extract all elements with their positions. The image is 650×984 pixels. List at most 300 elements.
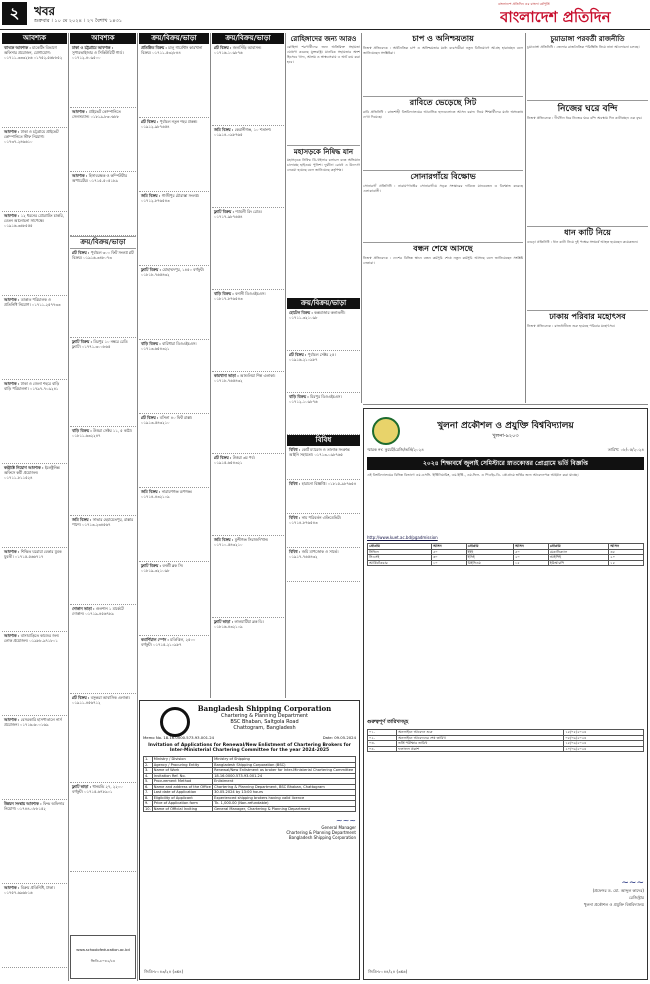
classified-ad-body: মিরপুর ১০ নম্বরে রেডি ফ্ল্যাট। ০১৭৭১-৩০০৮৬৫ bbox=[72, 339, 128, 349]
news-rabit bbox=[363, 96, 523, 168]
classified-ad-body: মুন্সীগঞ্জ সিরাজদিখান। ০১৭১০-৫৪৩২১০ bbox=[214, 537, 269, 547]
table-row bbox=[144, 806, 356, 812]
classified-ad-body: ঢাকা ও জেলা শহরে বাড়ি বাড়ি পরিচালনা। ০১৭৯৭-৭০৯২৪১ bbox=[4, 381, 60, 391]
classified-col3 bbox=[139, 33, 209, 698]
classified-ad-body: বেসরকারি হাসপাতালে নার্স প্রয়োজন। ০১৭১৬-৬০০১৬৯ bbox=[4, 717, 62, 727]
classified-ad bbox=[2, 380, 67, 464]
table-header-cell: আসন bbox=[609, 544, 644, 550]
classified-ad-body: উত্তরা ৩য় পর্ব। ০১৯১৫-৬৫৪৩২১ bbox=[214, 455, 255, 465]
right-headline-2: নিজের ঘরে বন্দি bbox=[527, 100, 648, 116]
table-cell: Invitation Ref. No. bbox=[152, 773, 212, 779]
bondho-body: নিজস্ব প্রতিবেদক : দেশের বিভিন্ন স্থানে বন্ধন কর্মসূচি শেষে নতুন কর্মসূচি আসছে বলে জানিয়েছেন সংশ্লিষ্ট নেতারা। bbox=[363, 256, 523, 265]
classified-ad-body: ফিল্ড অফিসার নিয়োগ। ০১৭৪৪-০৮৮১৫২ bbox=[4, 801, 65, 811]
classified-ad-title: আবশ্যক : bbox=[72, 173, 89, 178]
col2-ad-list-top bbox=[70, 44, 136, 236]
classified-ad bbox=[212, 454, 284, 536]
classified-ad-body: সাভার হেমায়েতপুর, রাস্তার পাশে। ০১৭১৩-২৩৪৫৬৭ bbox=[72, 517, 134, 527]
right-headline-4: ঢাকায় পরিবার মহোৎসব bbox=[527, 310, 648, 324]
right-body-4: নিজস্ব প্রতিবেদক : রাজধানীতে শুরু হয়েছে পরিবার মহোৎসব। bbox=[527, 324, 615, 328]
classified-ad bbox=[212, 208, 284, 290]
bsc-address-2: Chattogram, Bangladesh bbox=[233, 725, 296, 731]
classified-ad bbox=[287, 548, 360, 582]
classified-ad bbox=[212, 372, 284, 454]
table-row bbox=[368, 746, 644, 752]
table-cell: ২০/০৬/২০২৪ bbox=[564, 746, 644, 752]
table-cell: Renewal/New Enlistment as broker for Inter-Ministerial Chartering Committee bbox=[213, 768, 356, 774]
classified-ad bbox=[70, 783, 136, 872]
col3-header: ক্রয়/বিক্রয়/ভাড়া bbox=[139, 33, 209, 44]
table-cell: Eligibility of Applicant bbox=[152, 795, 212, 801]
section-name: খবর bbox=[34, 4, 56, 18]
classified-ad-body: মাকেটিং বিভাগে অফিসার প্রয়োজন, যোগাযোগ: ০১৭১১-৩৩৩২৮৬ ০১৭৫২-৫৬৮৮৫২ bbox=[4, 45, 63, 60]
classified-ad-title: বাড়ি বিক্রয় : bbox=[72, 428, 94, 433]
classified-ad-body: হারানো বিজ্ঞপ্তি। ০১৮১৫-৯৮৭৬৫৪ bbox=[301, 481, 357, 486]
table-cell: ৫০ bbox=[431, 549, 466, 555]
classified-ad bbox=[139, 414, 209, 488]
table-header-cell: প্রোগ্রাম bbox=[466, 544, 513, 550]
bondho-headline: বন্ধন শেষে আসছে bbox=[413, 243, 473, 253]
classified-ad bbox=[70, 605, 136, 694]
classified-ad bbox=[212, 536, 284, 618]
kuet-dates-table bbox=[367, 729, 644, 752]
classified-ad-body: লালমাটিয়া ব্লক ডি। ০১৮১৬-৪৩২১০৯ bbox=[214, 619, 264, 629]
divider bbox=[525, 33, 526, 403]
classified-ad-body: জলসিঁড়ি আবাসন। ০১৭১৬-১০৯৮৭৬ bbox=[214, 45, 262, 55]
classified-ad bbox=[2, 632, 67, 716]
classified-ad-title: প্লট বিক্রয় : bbox=[72, 695, 91, 700]
kuet-city: খুলনা-৯২০৩ bbox=[492, 433, 519, 439]
classified-ad bbox=[139, 44, 209, 118]
classified-ad-body: গুলশান ১ মার্কেটে দোকান। ০১৭১৯-৪৫৬৭৮৯ bbox=[72, 606, 124, 616]
classified-ad bbox=[70, 694, 136, 783]
table-cell: 4. bbox=[144, 773, 153, 779]
classified-ad-title: আবশ্যক : bbox=[4, 549, 21, 554]
table-cell: ০৪. bbox=[368, 746, 397, 752]
divider bbox=[285, 33, 286, 698]
table-row bbox=[144, 768, 356, 774]
table-cell: ফলাফল প্রকাশ bbox=[397, 746, 564, 752]
classified-ad bbox=[212, 126, 284, 208]
logo-tagline: বাংলাদেশ প্রতিদিন এর বাংলা বর্ষপূর্তি bbox=[498, 2, 550, 6]
table-cell: 7. bbox=[144, 790, 153, 796]
classified-ad bbox=[139, 340, 209, 414]
classified-ad bbox=[212, 618, 284, 698]
classified-ad-body: ডাকাত পরিচালক ও প্রতিনিধি নিয়োগ। ০১৭১১-২৫৭৭৩৩ bbox=[4, 297, 61, 307]
table-cell: ইইই bbox=[466, 549, 513, 555]
news-bondho bbox=[363, 242, 523, 402]
classified-ad bbox=[139, 562, 209, 636]
classified-ad-title: ব্যাংকে আবশ্যক : bbox=[4, 45, 33, 50]
table-cell: ০২. bbox=[368, 735, 397, 741]
classified-ad-body: ১২ ধরনের প্রোগ্রামিং চাকরি, বেতন আলোচনা সাপেক্ষে। ০১৯১৬-৩৬৮৫৫৫ bbox=[4, 213, 64, 228]
classified-ad bbox=[139, 488, 209, 562]
classified-ad bbox=[139, 192, 209, 266]
kuet-title: ২০২৪ শিক্ষাবর্ষে জুলাই সেমিস্টারে স্নাতকোত্তর প্রোগ্রামে ভর্তি বিজ্ঞপ্তি bbox=[367, 457, 644, 470]
bsc-signoff-1: General Manager bbox=[321, 825, 356, 830]
classified-ad-body: ইলেক্ট্রনিক্স অফিসে কর্মী প্রয়োজন। ০১৭১১-৮১১৫২৪ bbox=[4, 465, 60, 480]
classified-ad bbox=[70, 427, 136, 516]
bsc-signoff-2: Chartering & Planning Department bbox=[286, 830, 356, 835]
classified-ad-title: প্লট বিক্রয় : bbox=[141, 119, 160, 124]
news-chap bbox=[363, 33, 523, 95]
table-cell: Last date of Application bbox=[152, 790, 212, 796]
table-header-cell: আসন bbox=[431, 544, 466, 550]
table-cell: 6. bbox=[144, 784, 153, 790]
table-cell: Name of Work bbox=[152, 768, 212, 774]
classified-ad-title: ফ্ল্যাট ভাড়া : bbox=[72, 784, 93, 789]
bsc-logo bbox=[160, 707, 190, 737]
table-cell: Experienced shipping brokers having valid licence bbox=[213, 795, 356, 801]
table-cell: 3. bbox=[144, 768, 153, 774]
bsc-notice bbox=[139, 700, 360, 980]
classified-ad-body: বিক্রয় প্রতিনিধি, ঢাকা। ০১৭৫৭-৬৯৬৮১৬ bbox=[4, 885, 55, 895]
classified-ad-body: হিসাবরক্ষক ও কম্পিউটার অপারেটর। ০১৭১৫-৫০৫১৮৯ bbox=[72, 173, 127, 183]
classified-ad-title: প্লট বিক্রয় : bbox=[214, 45, 233, 50]
divider bbox=[68, 33, 69, 981]
table-cell: সিভিল bbox=[368, 549, 432, 555]
col5-ad-list-bottom bbox=[287, 446, 360, 582]
table-cell: General Manager, Chartering & Planning Department bbox=[213, 806, 356, 812]
classified-ad bbox=[70, 172, 136, 236]
classified-ad bbox=[70, 44, 136, 108]
classified-ad bbox=[70, 516, 136, 605]
table-cell: ২০ bbox=[514, 555, 549, 561]
table-cell: ১৫/০৫/২০২৪ bbox=[564, 730, 644, 736]
table-cell: আইপিই bbox=[548, 555, 609, 561]
table-cell: 30.05.2024 by 13:00 hours bbox=[213, 790, 356, 796]
table-row bbox=[144, 784, 356, 790]
classified-ad-title: প্লট বিক্রয় : bbox=[289, 352, 308, 357]
table-cell: বিইসিএম bbox=[466, 560, 513, 566]
bsc-address-1: BSC Bhaban, Saltgola Road bbox=[230, 719, 299, 725]
table-cell: Ministry / Division bbox=[152, 757, 212, 763]
right-headline-1: চুয়াডাঙ্গা পরবর্তী রাজনীতি bbox=[550, 34, 625, 43]
classified-ad-title: আবশ্যক : bbox=[72, 109, 89, 114]
kuet-signoff-2: রেজিস্ট্রার bbox=[629, 895, 644, 900]
classified-ad-title: বাড়ি বিক্রয় : bbox=[214, 291, 236, 296]
classified-ad-title: আবশ্যক : bbox=[4, 129, 21, 134]
table-header-cell: প্রোগ্রাম bbox=[548, 544, 609, 550]
classified-ad-title: ফ্ল্যাট বিক্রয় : bbox=[72, 339, 94, 344]
classified-ad-title: ফ্ল্যাট ভাড়া : bbox=[214, 619, 235, 624]
section-rule bbox=[363, 404, 648, 405]
classified-ad-body: ঢাকা ও চট্টগ্রামে প্রাইভেট কোম্পানিতে স্টাফ নিয়োগ। ০১৭৩৭-২৪৬৬১০ bbox=[4, 129, 59, 144]
classified-ad-body: কক্সবাজার কলাতলী। ০১৭১১-৩২১০৯৮ bbox=[289, 310, 346, 320]
kuet-dates-label: গুরুত্বপূর্ণ তারিখসমূহ bbox=[367, 719, 409, 725]
kuet-signoff-3: খুলনা প্রকৌশল ও প্রযুক্তি বিশ্ববিদ্যালয় bbox=[583, 902, 644, 907]
bsc-signoff-3: Bangladesh Shipping Corporation bbox=[288, 835, 356, 840]
classified-ad-body: শিক্ষিত ঘরোয়া বেকার যুবক যুবতী। ০১৭১৫-৫৬৬৭১৭ bbox=[4, 549, 62, 559]
classified-ad-title: আবশ্যক : bbox=[4, 213, 21, 218]
classified-ad bbox=[139, 118, 209, 192]
classified-ad-body: সুপারভাইজার ও সিকিউরিটি গার্ড। ০১৭১২-৪০৯৫০০ bbox=[72, 50, 124, 60]
classified-ad-body: ধানমন্ডি ২৭, ২২০০ বর্গফুট। ০১৭১৫-৬৭৮৯০১ bbox=[72, 784, 123, 794]
table-cell: ০৩. bbox=[368, 741, 397, 747]
kuet-memo: স্মারক নং: কুয়েট/রেজি/ভর্তি/২০২৪ bbox=[367, 447, 424, 452]
bsc-footer: জিডি-৮০৪৩/২৪ (৩x৪) bbox=[144, 969, 184, 974]
bsc-dept: Chartering & Planning Department bbox=[220, 713, 309, 719]
col4-header: ক্রয়/বিক্রয়/ভাড়া bbox=[212, 33, 284, 44]
classified-ad-body: বারিধারা ডিওএইচএস। ০১৭১৩-৬৫৪৩২১ bbox=[141, 341, 197, 351]
col1-header: আবশ্যক bbox=[2, 33, 67, 44]
divider bbox=[210, 33, 211, 698]
mahasarak-body: মহাসড়কে নিষিদ্ধ থ্রি-হুইলার চলাচল বন্ধে অভিযান চালাচ্ছে হাইওয়ে পুলিশ। দুর্ঘটনা রোধে এ উদ্যোগ নেওয়া হয়েছে বলে জানিয়েছে কর্তৃপক্ষ। bbox=[287, 158, 360, 172]
divider bbox=[137, 33, 138, 981]
table-header-cell: প্রোগ্রাম bbox=[368, 544, 432, 550]
table-cell: Ministry of Shipping bbox=[213, 757, 356, 763]
classified-ad bbox=[2, 800, 67, 884]
table-cell: Procurement Method bbox=[152, 779, 212, 785]
classified-ad-title: আবশ্যক : bbox=[4, 633, 21, 638]
table-cell: Price of Application form bbox=[152, 801, 212, 807]
classified-ad-body: কেরানীগঞ্জ, ১০ শতাংশ। ০১৯১৪-০৯৮৭৬৫ bbox=[214, 127, 272, 137]
table-cell: মেকানিক্যাল bbox=[548, 549, 609, 555]
classified-ad-title: উন্নয়ন সংস্থায় আবশ্যক : bbox=[4, 801, 43, 806]
table-cell: Agency / Procuring Entity bbox=[152, 762, 212, 768]
classified-ad-body: পূর্বাচল সেক্টর ২৫। ০১৯১৬-২১০৯৮৭ bbox=[289, 352, 336, 362]
table-cell: ০১. bbox=[368, 730, 397, 736]
classified-ad bbox=[287, 393, 360, 435]
table-cell: Name and address of the Office bbox=[153, 784, 211, 789]
chap-headline: চাপ ও অনিশ্চয়তায় bbox=[412, 33, 474, 43]
table-cell: Chartering & Planning Department, BSC Bhaban, Chattogram bbox=[213, 784, 356, 790]
kuet-intro: এই বিশ্ববিদ্যালয়ের বিভিন্ন বিভাগে এম.এসসি. ইঞ্জিনিয়ারিং, এম.ইঞ্জি., এম.ফিল. ও পিএইচ.ডি. প্রোগ্রামে ভর্তির জন্য আবেদনপত্র আহ্বান করা যাচ্ছে। bbox=[367, 473, 579, 477]
bsc-table bbox=[143, 756, 356, 812]
right-body-1: চুয়াডাঙ্গা প্রতিনিধি : জেলার রাজনৈতিক পরিস্থিতি নিয়ে নানা আলোচনা চলছে। bbox=[527, 45, 640, 49]
classified-ad-body: মোহাম্মদপুর, ১৪৫০ বর্গফুট। ০১৮১৮-৭৬৫৪৩২ bbox=[141, 267, 204, 277]
classified-ad-title: আবশ্যক : bbox=[4, 885, 21, 890]
table-cell: 18.16.0000.573.93.001.24 bbox=[213, 773, 356, 779]
rabit-headline: রাবিতে ভেড়েছে সিট bbox=[409, 97, 477, 107]
classified-ad-body: বসিলা ৪০ ফিট রাস্তা। ০১৯১৩-৫৪৩২১০ bbox=[141, 415, 193, 425]
news-sonali bbox=[363, 170, 523, 240]
classified-ad-body: শ্যামলী রিং রোড। ০১৭১৭-৯৮৭৬৫৪ bbox=[214, 209, 262, 219]
classified-ad-title: ফ্ল্যাট বিক্রয় : bbox=[141, 267, 163, 272]
bsc-org: Bangladesh Shipping Corporation bbox=[197, 704, 332, 713]
classified-ad bbox=[287, 446, 360, 480]
table-cell: Tk. 1,000.00 (Non-refundable) bbox=[213, 801, 356, 807]
classified-ad-title: বিবিধ : bbox=[289, 447, 302, 452]
table-cell: ২০ bbox=[609, 555, 644, 561]
rohingya-headline: রোহিঙ্গাদের জন্য আরও bbox=[290, 34, 357, 43]
classified-ad bbox=[2, 44, 67, 128]
classified-ad-title: কমার্শিয়াল স্পেস : bbox=[141, 637, 171, 642]
col2-ad-list-bottom bbox=[70, 249, 136, 872]
table-cell: 5. bbox=[144, 779, 153, 785]
classified-ad-body: বনানী ডিওএইচএস। ০১৮১৭-৮৭৬৫৪৩ bbox=[214, 291, 266, 301]
classified-ad-body: বাসাবাড়িতে কাজের জন্য লোক প্রয়োজন। ০১৯৮৮-৯৭১৮০১ bbox=[4, 633, 59, 643]
news-right bbox=[527, 33, 648, 403]
classified-ad-body: জমি মাপজোক ও সার্ভে। ০১৯১৭-৭৬৫৪৩২ bbox=[289, 549, 339, 559]
col3-ad-list bbox=[139, 44, 209, 698]
col5-ad-list-top bbox=[287, 309, 360, 435]
kuet-signoff-1: (প্রফেসর ড. মো. আব্দুল কাদের) bbox=[592, 888, 644, 893]
classified-ad-title: প্লট বিক্রয় : bbox=[141, 415, 160, 420]
chap-body: নিজস্ব প্রতিবেদক : অর্থনৈতিক চাপ ও অনিশ্চয়তার মধ্যে ব্যবসায়ীরা নতুন বিনিয়োগে আগ্রহ হারাচ্ছেন বলে জানিয়েছেন সংশ্লিষ্টরা। bbox=[363, 46, 523, 55]
table-cell: ভর্তি পরীক্ষার তারিখ bbox=[397, 741, 564, 747]
table-cell: ১৫ bbox=[514, 560, 549, 566]
classified-ad bbox=[287, 480, 360, 514]
kuet-university-name: খুলনা প্রকৌশল ও প্রযুক্তি বিশ্ববিদ্যালয় bbox=[437, 421, 574, 431]
page-number-box bbox=[2, 2, 27, 25]
classified-ad bbox=[70, 249, 136, 338]
classified-ad-body: উত্তরা সেক্টর ১১, ৫ কাঠা। ০১৮১১-৬৩২২৪৭ bbox=[72, 428, 133, 438]
classified-ad-body: গাজীপুর চৌরাস্তা সংলগ্ন। ০১৭১২-৮৭৬৫৪৩ bbox=[141, 193, 200, 203]
col1-ad-list bbox=[2, 44, 67, 968]
classified-ad-title: আবশ্যক : bbox=[4, 717, 21, 722]
sonali-body: সোনারগাঁ প্রতিনিধি : নারায়ণগঞ্জের সোনারগাঁয়ে সড়ক সংস্কারের দাবিতে মানববন্ধন ও বিক্ষোভ করেছে এলাকাবাসী। bbox=[363, 184, 523, 193]
classified-ad-title: কারখানা ভাড়া : bbox=[214, 373, 241, 378]
classified-ad-title: প্লট বিক্রয় : bbox=[72, 250, 91, 255]
classified-ad bbox=[287, 351, 360, 393]
col5 bbox=[287, 33, 360, 698]
classified-ad bbox=[287, 309, 360, 351]
table-cell: অনলাইনে আবেদন শুরু bbox=[397, 730, 564, 736]
kuet-logo bbox=[372, 417, 400, 445]
table-header-cell: আসন bbox=[514, 544, 549, 550]
col5-sub-header: ক্রয়/বিক্রয়/ভাড়া bbox=[287, 298, 360, 309]
classified-ad-title: বাড়ি বিক্রয় : bbox=[141, 341, 163, 346]
classified-ad bbox=[287, 514, 360, 548]
right-headline-3: ধান কাটি নিয়ে bbox=[527, 226, 648, 240]
school-ad-website: www.schoolofeducation.ac.bd bbox=[76, 948, 130, 952]
classified-ad-title: আবশ্যক : bbox=[4, 381, 21, 386]
classified-col2 bbox=[70, 33, 136, 981]
table-cell: আর্কিটেকচার bbox=[368, 560, 432, 566]
date-line: শুক্রবার । ১০ মে ২০২৪ । ২৭ বৈশাখ ১৪৩১ bbox=[34, 18, 123, 24]
classified-ad bbox=[2, 212, 67, 296]
table-cell: ইউআরপি bbox=[548, 560, 609, 566]
classified-ad-title: জমি বিক্রয় : bbox=[72, 517, 93, 522]
kuet-filler-text-2 bbox=[367, 754, 644, 874]
classified-ad bbox=[212, 44, 284, 126]
classified-ad-title: দোকান ভাড়া : bbox=[72, 606, 96, 611]
classified-ad-body: বনশ্রী ব্লক সি। ০১৮১৯-৩২১০৯৮ bbox=[141, 563, 184, 573]
table-cell: 10. bbox=[145, 806, 151, 811]
kuet-seat-table bbox=[367, 543, 644, 566]
kuet-notice bbox=[363, 408, 648, 980]
classified-ad-title: বাড়ি বিক্রয় : bbox=[289, 394, 311, 399]
col5-sub-header2: বিবিধ bbox=[287, 435, 360, 446]
classified-ad-title: বিবিধ : bbox=[289, 481, 302, 486]
classified-ad bbox=[2, 716, 67, 800]
table-cell: 9. bbox=[144, 801, 153, 807]
classified-ad-title: প্রতিষ্ঠিত বিক্রয় : bbox=[141, 45, 169, 50]
masthead-rule bbox=[0, 29, 650, 30]
kuet-signature: ~~~ bbox=[621, 878, 644, 888]
divider bbox=[361, 33, 362, 403]
logo-text: বাংলাদেশ প্রতিদিন bbox=[500, 8, 611, 26]
table-cell: সিএসই bbox=[368, 555, 432, 561]
classified-ad bbox=[70, 338, 136, 427]
kuet-website[interactable]: http://www.kuet.ac.bd/pgadmission bbox=[367, 535, 438, 540]
classified-ad-body: বসুন্ধরা আবাসিক এলাকা। ০১৯১১-৪৫৬৭১২ bbox=[72, 695, 130, 705]
table-cell: ৩৫ bbox=[609, 549, 644, 555]
table-cell: 1. bbox=[144, 757, 153, 763]
col4-ad-list bbox=[212, 44, 284, 698]
col2-sub-header: ক্রয়/বিক্রয়/ভাড়া bbox=[70, 236, 136, 249]
table-cell: Name of Official Inviting bbox=[152, 806, 212, 812]
right-body-3: বগুড়া প্রতিনিধি : ধান কাটা নিয়ে দুই পক্ষের সংঘর্ষে আহত হয়েছেন কয়েকজন। bbox=[527, 240, 639, 244]
table-cell: অনলাইনে আবেদনের শেষ তারিখ bbox=[397, 735, 564, 741]
classified-ad bbox=[2, 464, 67, 548]
classified-ad bbox=[2, 128, 67, 212]
page-number: ২ bbox=[9, 4, 20, 22]
bsc-date: Date: 09.05.2024 bbox=[322, 735, 356, 740]
classified-ad-body: প্রাইভেট কোম্পানিতে সেলসম্যান। ০১৮১৯-৮৩০৬৮৮ bbox=[72, 109, 121, 119]
classified-ad-title: জমি বিক্রয় : bbox=[214, 127, 235, 132]
masthead bbox=[0, 0, 650, 30]
classified-ad-title: বিবিধ : bbox=[289, 515, 302, 520]
classified-ad bbox=[70, 108, 136, 172]
classified-ad-body: পূর্বাচল নতুন শহর প্রকল্প। ০১৯১২-৯৮৭৬৫৪ bbox=[141, 119, 198, 129]
classified-ad-title: ঢাকা ও চট্টগ্রামে আবশ্যক : bbox=[72, 45, 114, 50]
classified-ad bbox=[2, 548, 67, 632]
table-cell: ১৫/০৬/২০২৪ bbox=[564, 741, 644, 747]
bsc-signature: ~~~ bbox=[335, 816, 356, 825]
school-ad-code: জিডি-৮০৪২/২৪ bbox=[90, 959, 116, 963]
right-body-2: নিজস্ব প্রতিবেদক : দীর্ঘদিন ধরে নিজের ঘরে বন্দি অবস্থায় দিন কাটাচ্ছেন এক বৃদ্ধ। bbox=[527, 116, 643, 120]
classified-ad-body: নাম পরিবর্তন এফিডেভিট। ০১৭১৪-৮৭৬৫৪৩ bbox=[289, 515, 341, 525]
kuet-date: তারিখ: ০৮/০৫/২০২৪ bbox=[607, 447, 644, 452]
newspaper-logo bbox=[500, 6, 648, 28]
col2-header: আবশ্যক bbox=[70, 33, 136, 44]
table-cell: 2. bbox=[144, 762, 153, 768]
bsc-memo: Memo No. 18.16.0000.573.93.001.24 bbox=[143, 735, 215, 740]
table-cell: ৫০ bbox=[514, 549, 549, 555]
rabit-body: রাবি প্রতিনিধি : রাজশাহী বিশ্ববিদ্যালয়ের আবাসিক হলগুলোতে আসন বরাদ্দ নিয়ে শিক্ষার্থীদের মধ্যে অসন্তোষ দেখা দিয়েছে। bbox=[363, 110, 523, 119]
classified-ad-body: আশুলিয়া শিল্প এলাকা। ০১৭১৮-৭৬৫৪৩২ bbox=[214, 373, 276, 383]
classified-ad-title: ফ্ল্যাট বিক্রয় : bbox=[141, 563, 163, 568]
classified-ad bbox=[2, 884, 67, 968]
classified-ad bbox=[139, 636, 209, 698]
classified-ad bbox=[2, 296, 67, 380]
classified-ad-body: কোর্ট ম্যারেজ ও তালাক সংক্রান্ত আইনি সহায়তা। ০১৭১৩-০৯৮৭৬৫ bbox=[289, 447, 350, 457]
table-cell: ১৫ bbox=[609, 560, 644, 566]
classified-ad-title: ফ্ল্যাট বিক্রয় : bbox=[214, 209, 236, 214]
classified-ad-body: চালু গার্মেন্টস কারখানা বিক্রয়। ০১৭১১-৫৩২৮৪৪ bbox=[141, 45, 203, 55]
classified-ad-body: পূর্বাচল ৩০০ ফিট সংলগ্ন প্লট বিক্রয়। ০১৯১৬-৩৪৮০৭৩ bbox=[72, 250, 134, 260]
mahasarak-headline: মহাসড়কে নিষিদ্ধ যান bbox=[287, 145, 360, 158]
classified-ad-title: বিবিধ : bbox=[289, 549, 302, 554]
classified-ad-body: মতিঝিল, ২৫০০ বর্গফুট। ০১৭১৫-২১০৯৮৭ bbox=[141, 637, 196, 647]
table-cell: ৩০ bbox=[431, 555, 466, 561]
kuet-footer: জিডি-৮০৪৪/২৪ (৩x৬) bbox=[368, 969, 408, 974]
rohingya-body: রোহিঙ্গা শরণার্থীদের জন্য অতিরিক্ত সহায়তা ঘোষণা করেছে যুক্তরাষ্ট্র। মানবিক সহায়তার অংশ হিসেবে খাদ্য, আশ্রয় ও স্বাস্থ্যসেবায় এ অর্থ ব্যয় করা হবে। bbox=[287, 45, 360, 64]
classified-ad-body: নারায়ণগঞ্জ রূপগঞ্জ। ০১৭১৪-৪৩২১০৯ bbox=[141, 489, 193, 499]
classified-ad-body: মিরপুর ডিওএইচএস। ০১৭১২-১০৯৮৭৬ bbox=[289, 394, 342, 404]
table-cell: ০৫/০৬/২০২৪ bbox=[564, 735, 644, 741]
classified-ad bbox=[212, 290, 284, 372]
classified-ad-title: কন্ট্রাক্টে নিয়োগ আবশ্যক : bbox=[4, 465, 45, 470]
classified-col1 bbox=[2, 33, 67, 981]
table-cell: Bangladesh Shipping Corporation (BSC) bbox=[213, 762, 356, 768]
classified-ad-title: হোটেল বিক্রয় : bbox=[289, 310, 315, 315]
table-cell: ১০ bbox=[431, 560, 466, 566]
bsc-title: Invitation of Applications for Renewal/New Enlistment of Chartering Brokers for Inter-Ministerial Chartering Committee for the year 2024-2025 bbox=[148, 743, 351, 753]
classified-ad bbox=[139, 266, 209, 340]
table-cell: ইসিই bbox=[466, 555, 513, 561]
classified-col4 bbox=[212, 33, 284, 698]
classified-ad-title: জমি বিক্রয় : bbox=[141, 193, 162, 198]
table-row bbox=[368, 560, 644, 566]
table-cell: Enlistment bbox=[213, 779, 356, 785]
classified-ad-title: আবশ্যক : bbox=[4, 297, 21, 302]
kuet-filler-text bbox=[367, 569, 644, 719]
classified-ad-title: জমি বিক্রয় : bbox=[214, 537, 235, 542]
school-ad bbox=[70, 935, 136, 979]
classified-ad-title: প্লট বিক্রয় : bbox=[214, 455, 233, 460]
